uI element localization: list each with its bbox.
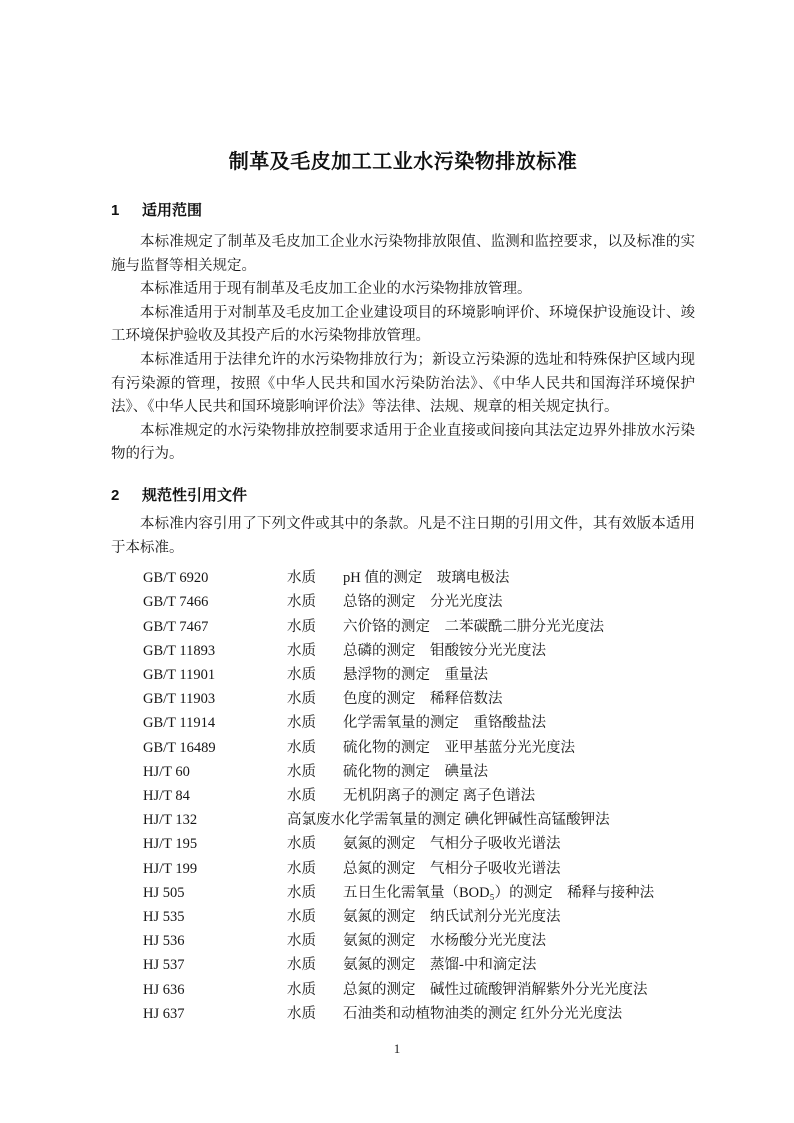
section-1-number: 1 (111, 202, 120, 219)
paragraph: 本标准规定的水污染物排放控制要求适用于企业直接或间接向其法定边界外排放水污染物的行为。 (111, 422, 695, 463)
reference-medium: 水质 (287, 836, 316, 853)
reference-description: 硫化物的测定 碘量法 (343, 763, 488, 780)
reference-row (111, 663, 695, 687)
reference-code: HJ/T 199 (143, 860, 198, 877)
reference-description: 硫化物的测定 亚甲基蓝分光光度法 (343, 739, 575, 756)
reference-description: 氨氮的测定 蒸馏-中和滴定法 (343, 957, 537, 974)
reference-description: 总磷的测定 钼酸铵分光光度法 (343, 642, 546, 659)
reference-code: HJ/T 60 (143, 763, 190, 780)
reference-description: 氨氮的测定 纳氏试剂分光光度法 (343, 908, 561, 925)
reference-description: 总氮的测定 碱性过硫酸钾消解紫外分光光度法 (343, 981, 648, 998)
reference-row (111, 711, 695, 735)
reference-description: 五日生化需氧量（BOD₅）的测定 稀释与接种法 (343, 884, 655, 901)
reference-medium: 水质 (287, 715, 316, 732)
reference-medium: 水质 (287, 763, 316, 780)
paragraph: 本标准规定了制革及毛皮加工企业水污染物排放限值、监测和监控要求，以及标准的实施与监督等相关规定。 (111, 234, 695, 274)
reference-code: HJ 535 (143, 908, 185, 925)
reference-row (111, 953, 695, 977)
reference-code: GB/T 7467 (143, 618, 209, 635)
reference-code: HJ 637 (143, 1005, 185, 1022)
reference-code: GB/T 11903 (143, 691, 216, 708)
reference-medium: 高氯废水 (287, 812, 345, 829)
section-1-heading (111, 199, 695, 222)
reference-row (111, 978, 695, 1002)
reference-row (111, 760, 695, 784)
reference-row (111, 687, 695, 711)
reference-list (111, 566, 695, 1026)
section-2-number: 2 (111, 486, 120, 504)
reference-row (111, 1002, 695, 1026)
reference-row (111, 881, 695, 905)
reference-description: pH 值的测定 玻璃电极法 (343, 570, 510, 587)
reference-description: 石油类和动植物油类的测定 红外分光光度法 (343, 1005, 623, 1022)
reference-code: HJ 536 (143, 933, 185, 950)
reference-description: 氨氮的测定 气相分子吸收光谱法 (343, 836, 561, 853)
reference-code: HJ 636 (143, 981, 185, 998)
reference-code: HJ/T 84 (143, 787, 190, 804)
reference-row (111, 832, 695, 856)
document-title: 制革及毛皮加工工业水污染物排放标准 (228, 151, 578, 173)
reference-medium: 水质 (287, 618, 316, 635)
reference-code: GB/T 6920 (143, 570, 209, 587)
reference-code: GB/T 11893 (143, 642, 216, 659)
reference-description: 悬浮物的测定 重量法 (343, 666, 488, 683)
reference-medium: 水质 (287, 957, 316, 974)
reference-row (111, 808, 695, 832)
reference-medium: 水质 (287, 594, 316, 611)
reference-description: 总氮的测定 气相分子吸收光谱法 (343, 860, 561, 877)
section-2-heading (111, 484, 695, 507)
reference-code: HJ/T 132 (143, 812, 198, 829)
paragraph: 本标准适用于法律允许的水污染物排放行为；新设立污染源的选址和特殊保护区域内现有污染源的管理，按照《中华人民共和国水污染防治法》、《中华人民共和国海洋环境保护法》、《中华人民共和国环境影响评价法》等法律、法规、规章的相关规定执行。 (111, 351, 695, 416)
reference-medium: 水质 (287, 908, 316, 925)
section-1-title: 适用范围 (142, 202, 203, 219)
reference-row (111, 736, 695, 760)
reference-code: HJ 537 (143, 957, 185, 974)
reference-row (111, 639, 695, 663)
section-1-body (111, 231, 695, 467)
reference-medium: 水质 (287, 933, 316, 950)
reference-code: HJ 505 (143, 884, 185, 901)
paragraph: 本标准适用于对制革及毛皮加工企业建设项目的环境影响评价、环境保护设施设计、竣工环境保护验收及其投产后的水污染物排放管理。 (111, 304, 695, 345)
reference-description: 色度的测定 稀释倍数法 (343, 691, 503, 708)
reference-medium: 水质 (287, 570, 316, 587)
reference-code: GB/T 16489 (143, 739, 216, 756)
document-content (111, 149, 695, 1026)
reference-row (111, 857, 695, 881)
reference-medium: 水质 (287, 691, 316, 708)
reference-medium: 水质 (287, 981, 316, 998)
reference-medium: 水质 (287, 787, 316, 804)
reference-row (111, 929, 695, 953)
reference-description: 总铬的测定 分光光度法 (343, 594, 503, 611)
reference-description: 氨氮的测定 水杨酸分光光度法 (343, 933, 546, 950)
reference-row (111, 566, 695, 590)
reference-row (111, 615, 695, 639)
reference-code: GB/T 11901 (143, 666, 216, 683)
reference-description: 化学需氧量的测定 碘化钾碱性高锰酸钾法 (345, 812, 610, 829)
reference-medium: 水质 (287, 1005, 316, 1022)
paragraph: 本标准适用于现有制革及毛皮加工企业的水污染物排放管理。 (140, 281, 532, 298)
reference-medium: 水质 (287, 666, 316, 683)
section-2-title: 规范性引用文件 (142, 486, 248, 504)
reference-medium: 水质 (287, 884, 316, 901)
reference-description: 六价铬的测定 二苯碳酰二肼分光光度法 (343, 618, 604, 635)
section-2-intro-paragraph: 本标准内容引用了下列文件或其中的条款。凡是不注日期的引用文件，其有效版本适用于本标准。 (111, 515, 695, 556)
reference-row (111, 784, 695, 808)
reference-medium: 水质 (287, 739, 316, 756)
reference-medium: 水质 (287, 642, 316, 659)
reference-code: HJ/T 195 (143, 836, 198, 853)
reference-row (111, 590, 695, 614)
reference-code: GB/T 11914 (143, 715, 216, 732)
reference-description: 化学需氧量的测定 重铬酸盐法 (343, 715, 546, 732)
page-number: 1 (393, 1041, 401, 1056)
reference-description: 无机阴离子的测定 离子色谱法 (343, 787, 536, 804)
reference-medium: 水质 (287, 860, 316, 877)
reference-row (111, 905, 695, 929)
section-2-body (111, 513, 695, 560)
reference-code: GB/T 7466 (143, 594, 209, 611)
